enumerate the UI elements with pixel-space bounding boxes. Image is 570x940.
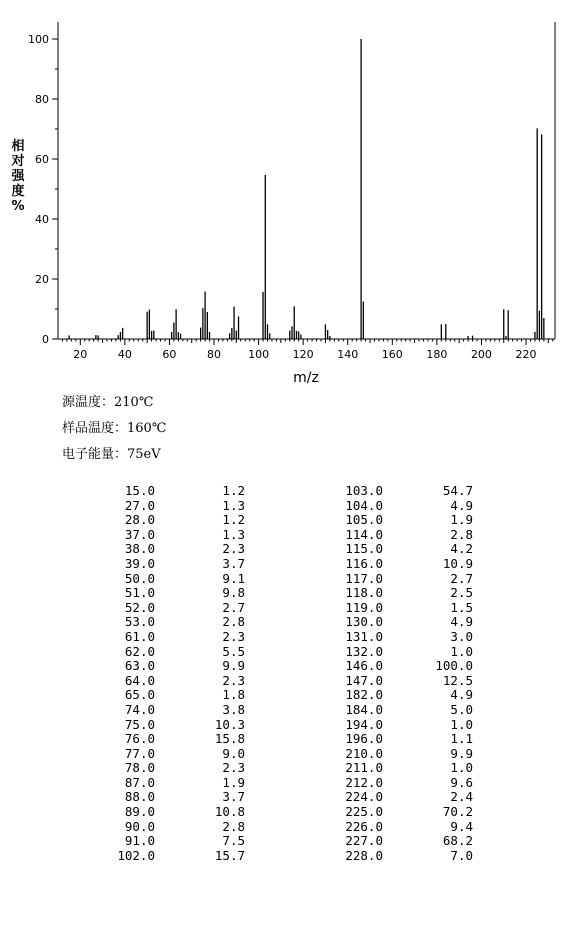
- mz-right: 184.0: [345, 701, 383, 717]
- intensity-right: 2.8: [450, 526, 473, 542]
- intensity-right: 4.9: [450, 687, 473, 703]
- table-row: [60, 703, 500, 718]
- intensity-left: 3.8: [222, 701, 245, 717]
- mz-left: 15.0: [124, 483, 155, 498]
- mz-left: 51.0: [124, 585, 155, 601]
- mz-right: 228.0: [345, 847, 383, 863]
- mz-left: 87.0: [124, 774, 155, 790]
- intensity-right: 4.9: [450, 497, 473, 513]
- intensity-left: 1.2: [222, 483, 245, 498]
- mz-right: 119.0: [345, 599, 383, 615]
- spectrum-bars: [69, 39, 544, 339]
- mz-right: 147.0: [345, 672, 383, 688]
- mass-spectrum-chart: [0, 0, 570, 390]
- mz-right: 116.0: [345, 555, 383, 571]
- intensity-right: 68.2: [442, 833, 473, 849]
- intensity-left: 2.8: [222, 614, 245, 630]
- intensity-right: 9.6: [450, 774, 473, 790]
- intensity-left: 3.7: [222, 789, 245, 805]
- x-tick-label: 60: [162, 348, 177, 361]
- mz-left: 62.0: [124, 643, 155, 659]
- x-tick-label: 160: [381, 348, 403, 361]
- mz-left: 65.0: [124, 687, 155, 703]
- y-tick-label: 60: [35, 153, 49, 166]
- mz-right: 103.0: [345, 483, 383, 498]
- param-label: 电子能量：: [62, 447, 128, 462]
- intensity-left: 2.3: [222, 628, 245, 644]
- x-axis-ticks: [62, 339, 552, 361]
- mz-right: 210.0: [345, 745, 383, 761]
- intensity-left: 2.3: [222, 760, 245, 776]
- mz-left: 63.0: [124, 658, 155, 674]
- intensity-right: 1.1: [450, 731, 473, 747]
- mz-right: 211.0: [345, 760, 383, 776]
- mz-left: 53.0: [124, 614, 155, 630]
- table-row: [60, 630, 500, 645]
- intensity-right: 4.2: [450, 541, 473, 557]
- mz-left: 61.0: [124, 628, 155, 644]
- intensity-left: 1.3: [222, 526, 245, 542]
- param-value: 75eV: [127, 447, 161, 462]
- mz-left: 52.0: [124, 599, 155, 615]
- mz-right: 104.0: [345, 497, 383, 513]
- y-tick-label: 0: [42, 333, 49, 346]
- intensity-right: 2.4: [450, 789, 473, 805]
- x-tick-label: 100: [248, 348, 270, 361]
- y-tick-label: 20: [35, 273, 49, 286]
- table-row: [60, 674, 500, 689]
- table-row: [60, 542, 500, 557]
- table-row: [60, 645, 500, 660]
- y-axis-ticks: [28, 33, 58, 346]
- intensity-right: 9.9: [450, 745, 473, 761]
- intensity-right: 2.7: [450, 570, 473, 586]
- x-tick-label: 80: [207, 348, 222, 361]
- mz-left: 88.0: [124, 789, 155, 805]
- param-value: 210℃: [114, 395, 154, 410]
- source-temperature: [62, 390, 166, 416]
- intensity-left: 1.9: [222, 774, 245, 790]
- mz-left: 27.0: [124, 497, 155, 513]
- y-tick-label: 80: [35, 93, 49, 106]
- acquisition-parameters: [62, 390, 166, 468]
- axis-frame: [58, 22, 555, 339]
- intensity-right: 1.0: [450, 643, 473, 659]
- intensity-left: 9.1: [222, 570, 245, 586]
- table-row: [60, 499, 500, 514]
- mz-right: 146.0: [345, 658, 383, 674]
- table-row: [60, 484, 500, 499]
- mz-left: 90.0: [124, 818, 155, 834]
- mz-right: 182.0: [345, 687, 383, 703]
- mz-left: 37.0: [124, 526, 155, 542]
- intensity-right: 12.5: [442, 672, 473, 688]
- table-row: [60, 790, 500, 805]
- intensity-left: 2.3: [222, 541, 245, 557]
- table-row: [60, 849, 500, 864]
- intensity-left: 1.8: [222, 687, 245, 703]
- intensity-left: 15.7: [214, 847, 245, 863]
- param-label: 源温度：: [62, 395, 115, 410]
- mz-right: 194.0: [345, 716, 383, 732]
- mz-left: 75.0: [124, 716, 155, 732]
- table-row: [60, 747, 500, 762]
- intensity-right: 1.5: [450, 599, 473, 615]
- table-row: [60, 557, 500, 572]
- param-value: 160℃: [127, 421, 167, 436]
- mz-left: 76.0: [124, 731, 155, 747]
- y-tick-label: 40: [35, 213, 49, 226]
- intensity-right: 1.0: [450, 760, 473, 776]
- x-tick-label: 200: [470, 348, 492, 361]
- x-axis-label: m/z: [293, 370, 319, 386]
- peak-table: [60, 484, 500, 863]
- intensity-left: 3.7: [222, 555, 245, 571]
- x-tick-label: 220: [515, 348, 537, 361]
- mz-right: 117.0: [345, 570, 383, 586]
- electron-energy: [62, 442, 166, 468]
- table-row: [60, 659, 500, 674]
- y-axis-label: 相对强度%: [11, 139, 25, 214]
- mz-left: 28.0: [124, 512, 155, 528]
- x-tick-label: 120: [292, 348, 314, 361]
- intensity-left: 15.8: [214, 731, 245, 747]
- table-row: [60, 820, 500, 835]
- table-row: [60, 572, 500, 587]
- intensity-left: 2.8: [222, 818, 245, 834]
- param-label: 样品温度：: [62, 421, 128, 436]
- intensity-right: 100.0: [435, 658, 473, 674]
- intensity-left: 7.5: [222, 833, 245, 849]
- mz-right: 196.0: [345, 731, 383, 747]
- mz-left: 74.0: [124, 701, 155, 717]
- x-tick-label: 40: [117, 348, 132, 361]
- mz-right: 224.0: [345, 789, 383, 805]
- intensity-right: 7.0: [450, 847, 473, 863]
- table-row: [60, 834, 500, 849]
- intensity-right: 5.0: [450, 701, 473, 717]
- intensity-left: 9.0: [222, 745, 245, 761]
- mz-left: 77.0: [124, 745, 155, 761]
- mz-left: 89.0: [124, 804, 155, 820]
- mz-left: 91.0: [124, 833, 155, 849]
- y-tick-label: 100: [28, 33, 49, 46]
- table-row: [60, 718, 500, 733]
- table-row: [60, 615, 500, 630]
- x-tick-label: 20: [73, 348, 88, 361]
- intensity-right: 9.4: [450, 818, 473, 834]
- intensity-right: 54.7: [442, 483, 473, 498]
- mz-right: 115.0: [345, 541, 383, 557]
- mz-right: 212.0: [345, 774, 383, 790]
- intensity-left: 5.5: [222, 643, 245, 659]
- x-tick-label: 140: [337, 348, 359, 361]
- intensity-left: 2.3: [222, 672, 245, 688]
- table-row: [60, 528, 500, 543]
- intensity-right: 3.0: [450, 628, 473, 644]
- mz-left: 39.0: [124, 555, 155, 571]
- mz-right: 227.0: [345, 833, 383, 849]
- intensity-left: 2.7: [222, 599, 245, 615]
- mz-left: 64.0: [124, 672, 155, 688]
- mz-left: 50.0: [124, 570, 155, 586]
- intensity-right: 10.9: [442, 555, 473, 571]
- table-row: [60, 761, 500, 776]
- mz-right: 114.0: [345, 526, 383, 542]
- table-row: [60, 805, 500, 820]
- x-tick-label: 180: [426, 348, 448, 361]
- mz-left: 102.0: [117, 847, 155, 863]
- intensity-left: 10.3: [214, 716, 245, 732]
- mz-right: 131.0: [345, 628, 383, 644]
- intensity-left: 9.9: [222, 658, 245, 674]
- intensity-right: 1.9: [450, 512, 473, 528]
- intensity-right: 70.2: [442, 804, 473, 820]
- table-row: [60, 513, 500, 528]
- intensity-left: 10.8: [214, 804, 245, 820]
- mz-right: 118.0: [345, 585, 383, 601]
- intensity-left: 1.3: [222, 497, 245, 513]
- table-row: [60, 732, 500, 747]
- mz-right: 105.0: [345, 512, 383, 528]
- intensity-right: 4.9: [450, 614, 473, 630]
- table-row: [60, 601, 500, 616]
- mz-left: 38.0: [124, 541, 155, 557]
- mz-right: 132.0: [345, 643, 383, 659]
- mz-right: 225.0: [345, 804, 383, 820]
- intensity-left: 9.8: [222, 585, 245, 601]
- table-row: [60, 688, 500, 703]
- intensity-right: 2.5: [450, 585, 473, 601]
- mz-left: 78.0: [124, 760, 155, 776]
- intensity-left: 1.2: [222, 512, 245, 528]
- table-row: [60, 586, 500, 601]
- sample-temperature: [62, 416, 166, 442]
- intensity-right: 1.0: [450, 716, 473, 732]
- table-row: [60, 776, 500, 791]
- mz-right: 130.0: [345, 614, 383, 630]
- mz-right: 226.0: [345, 818, 383, 834]
